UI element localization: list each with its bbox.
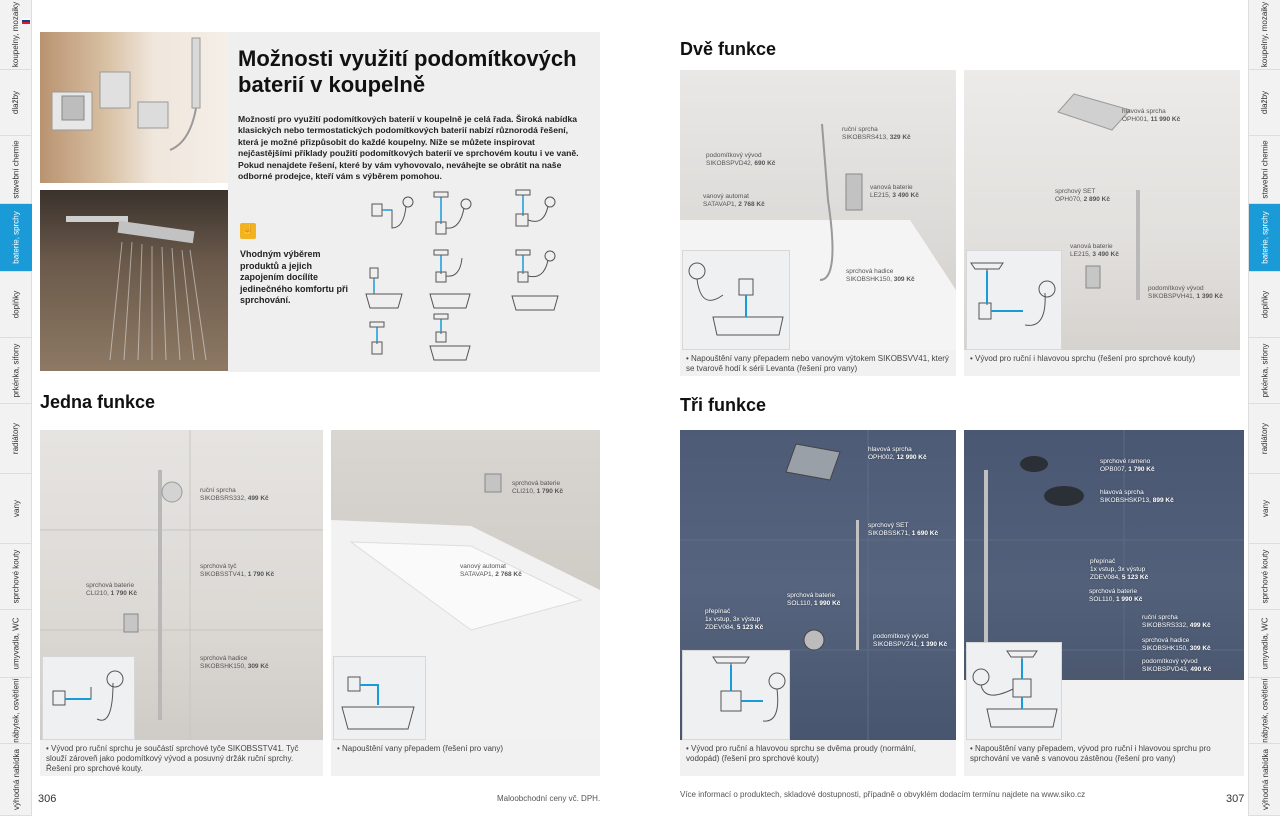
label-sprchova-baterie-t2: sprchová baterie SOL110, 1 990 Kč (1089, 588, 1143, 603)
caption-tri-left: • Vývod pro ruční a hlavovou sprchu se dvěma proudy (normální, vodopád) (řešení pro sprchové kouty) (680, 740, 956, 776)
label-sprchova-baterie-t1: sprchová baterie SOL110, 1 990 Kč (787, 592, 841, 607)
category-tab[interactable] (0, 744, 32, 816)
category-tab-label: nábytek, osvětlení (11, 678, 21, 743)
category-tab-label: vany (1260, 500, 1270, 517)
label-vanova-baterie-d2: vanová baterie LE215, 3 490 Kč (1070, 243, 1119, 258)
caption-tri-right: • Napouštění vany přepadem, vývod pro ruční i hlavovou sprchu pro sprchování ve vaně s vanovou zástěnou (řešení pro vany) (964, 740, 1244, 776)
category-tab-label: stavební chemie (11, 140, 21, 199)
category-tab[interactable] (1249, 204, 1280, 272)
label-sprchova-hadice-d1: sprchová hadice SIKOBSHK150, 309 Kč (846, 268, 915, 283)
page-number-right: 307 (1226, 793, 1245, 805)
category-tab[interactable] (1249, 70, 1280, 136)
label-sprchova-hadice: sprchová hadice SIKOBSHK150, 309 Kč (200, 655, 269, 670)
category-tab[interactable] (0, 0, 32, 70)
label-rucni-sprcha-d1: ruční sprcha SIKOBSRS413, 329 Kč (842, 126, 911, 141)
intro-text: Možností pro využití podomítkových baterií v koupelně je celá řada. Široká nabídka klasických nebo termostatických podomítkových baterií nabízí různorodá řešení, která je možné přizpůsobit do každé koupelny. Níže se můžete inspirovat nejčastějšími příklady použití podomítkových baterií ve sprchovém koutu i ve vaně. Pokud nenajdete řešení, které by vám vyhovovalo, neváhejte se obrátit na naše odborné prodejce, kteří vám s výběrem pomohou. (238, 114, 579, 182)
category-tab[interactable] (0, 474, 32, 544)
category-tab[interactable] (1249, 0, 1280, 70)
label-rucni-sprcha: ruční sprcha SIKOBSRS332, 499 Kč (200, 487, 269, 502)
label-hlavova-sprcha-d2: hlavová sprcha OPH001, 11 990 Kč (1122, 108, 1181, 123)
category-tab[interactable] (1249, 272, 1280, 338)
caption-dve-right: • Vývod pro ruční i hlavovou sprchu (řešení pro sprchové kouty) (964, 350, 1240, 376)
label-podomitkovy-vyvod-d1: podomítkový vývod SIKOBSPVD42, 690 Kč (706, 152, 776, 167)
category-tab-label: vany (11, 500, 21, 517)
schematic-inset-t1 (682, 650, 790, 740)
section-heading-dve-funkce: Dvě funkce (680, 39, 777, 59)
category-tab[interactable] (1249, 474, 1280, 544)
category-tab[interactable] (1249, 136, 1280, 204)
caption-dve-left: • Napouštění vany přepadem nebo vanovým výtokem SIKOBSVV41, který se tvarově hodí k sérii Levanta (řešení pro vany) (680, 350, 956, 376)
category-tab-label: umyvadla, WC (11, 617, 21, 670)
category-tab-label: koupelny, mozaiky (1260, 1, 1270, 68)
category-tab-label: výhodná nabídka (1260, 749, 1270, 810)
label-sprchova-hadice-t2: sprchová hadice SIKOBSHK150, 309 Kč (1142, 637, 1211, 652)
label-podomitkovy-vyvod-d2: podomítkový vývod SIKOBSPVH41, 1 390 Kč (1148, 285, 1223, 300)
page-title: Možnosti využití podomítkových baterií v koupelně (238, 46, 577, 97)
category-tab-label: doplňky (1260, 290, 1270, 319)
label-podomitkovy-vyvod-t1: podomítkový vývod SIKOBSPVZ41, 1 390 Kč (873, 633, 948, 648)
label-vanova-baterie-d1: vanová baterie LE215, 3 490 Kč (870, 184, 919, 199)
left-category-tabs (0, 0, 32, 816)
right-category-tabs (1248, 0, 1280, 816)
category-tab[interactable] (0, 404, 32, 474)
category-tab-label: prkénka, sifony (11, 343, 21, 398)
category-tab[interactable] (1249, 404, 1280, 474)
category-tab[interactable] (0, 610, 32, 678)
label-hlavova-sprcha-t1: hlavová sprcha OPH002, 12 990 Kč (868, 446, 927, 461)
label-sprchova-baterie-2: sprchová baterie CLI210, 1 790 Kč (512, 480, 563, 495)
rain-shower-photo (40, 190, 228, 371)
category-tab-label: dlažby (11, 90, 21, 115)
category-tab-label: umyvadla, WC (1260, 617, 1270, 670)
category-tab-label: radiátory (1260, 422, 1270, 455)
schematic-inset (42, 656, 135, 740)
category-tab-label: sprchové kouty (11, 549, 21, 604)
section-heading-tri-funkce: Tři funkce (680, 395, 767, 415)
schematic-inset-t2 (966, 642, 1062, 740)
category-tab-label: radiátory (11, 422, 21, 455)
category-tab-label: baterie, sprchy (1260, 211, 1270, 264)
category-tab-label: baterie, sprchy (11, 211, 21, 264)
category-tab-label: stavební chemie (1260, 140, 1270, 199)
intro-panel (228, 32, 600, 372)
category-tab[interactable] (0, 544, 32, 610)
category-tab[interactable] (0, 204, 32, 272)
category-tab[interactable] (1249, 338, 1280, 404)
tip-text: Vhodným výběrem produktů a jejich zapojením docílíte jedinečného komfortu při sprchování. (240, 249, 349, 305)
schematic-inset-d2 (966, 250, 1062, 350)
installation-schematics (362, 184, 598, 364)
label-hlavova-sprcha-t2: hlavová sprcha SIKOBSHSKP13, 899 Kč (1100, 489, 1174, 504)
category-tab[interactable] (1249, 678, 1280, 744)
category-tab[interactable] (1249, 744, 1280, 816)
label-rucni-sprcha-t2: ruční sprcha SIKOBSRS332, 499 Kč (1142, 614, 1211, 629)
category-tab-label: nábytek, osvětlení (1260, 678, 1270, 743)
label-prepinac-t2: přepínač 1x vstup, 3x výstup ZDEV084, 5 123 Kč (1090, 558, 1149, 581)
price-note: Maloobchodní ceny vč. DPH. (497, 794, 601, 803)
label-sprchova-tyc: sprchová tyč SIKOBSSTV41, 1 790 Kč (200, 563, 275, 578)
category-tab[interactable] (0, 136, 32, 204)
info-note: Více informací o produktech, skladové dostupnosti, případně o obvyklém dodacím termínu najdete na www.siko.cz (680, 790, 1086, 799)
category-tab-label: koupelny, mozaiky (11, 1, 21, 68)
shower-mixer-photo (40, 32, 228, 183)
schematic-inset-2 (333, 656, 426, 740)
caption-jedna-right: • Napouštění vany přepadem (řešení pro vany) (331, 740, 600, 776)
category-tab[interactable] (1249, 610, 1280, 678)
label-prepinac-t1: přepínač 1x vstup, 3x výstup ZDEV084, 5 123 Kč (705, 608, 764, 631)
category-tab[interactable] (0, 678, 32, 744)
category-tab-label: dlažby (1260, 90, 1270, 115)
label-vanovy-automat: vanový automat SATAVAP1, 2 768 Kč (460, 563, 522, 578)
schematic-inset-d1 (682, 250, 790, 350)
category-tab[interactable] (1249, 544, 1280, 610)
label-vanovy-automat-d1: vanový automat SATAVAP1, 2 768 Kč (703, 193, 765, 208)
label-sprchova-baterie: sprchová baterie CLI210, 1 790 Kč (86, 582, 137, 597)
thumbs-up-icon: ☝ (240, 223, 256, 239)
category-tab[interactable] (0, 70, 32, 136)
category-tab[interactable] (0, 338, 32, 404)
category-tab-label: výhodná nabídka (11, 749, 21, 810)
category-tab-label: prkénka, sifony (1260, 343, 1270, 398)
category-tab-label: sprchové kouty (1260, 549, 1270, 604)
caption-jedna-left: • Vývod pro ruční sprchu je součástí sprchové tyče SIKOBSSTV41. Tyč slouží zároveň jako podomítkový vývod a posuvný držák ruční sprchy. Řešení pro sprchové kouty. (40, 740, 323, 776)
category-tab-label: doplňky (11, 290, 21, 319)
label-sprchovy-set-d2: sprchový SET OPH070, 2 890 Kč (1055, 188, 1110, 203)
label-sprchove-rameno-t2: sprchové rameno OPB007, 1 790 Kč (1100, 458, 1155, 473)
label-sprchovy-set-t1: sprchový SET SIKOBSSK71, 1 690 Kč (868, 522, 939, 537)
section-heading-jedna-funkce: Jedna funkce (40, 392, 156, 412)
category-tab[interactable] (0, 272, 32, 338)
label-podomitkovy-vyvod-t2: podomítkový vývod SIKOBSPVD43, 490 Kč (1142, 658, 1212, 673)
page-number-left: 306 (38, 793, 57, 805)
